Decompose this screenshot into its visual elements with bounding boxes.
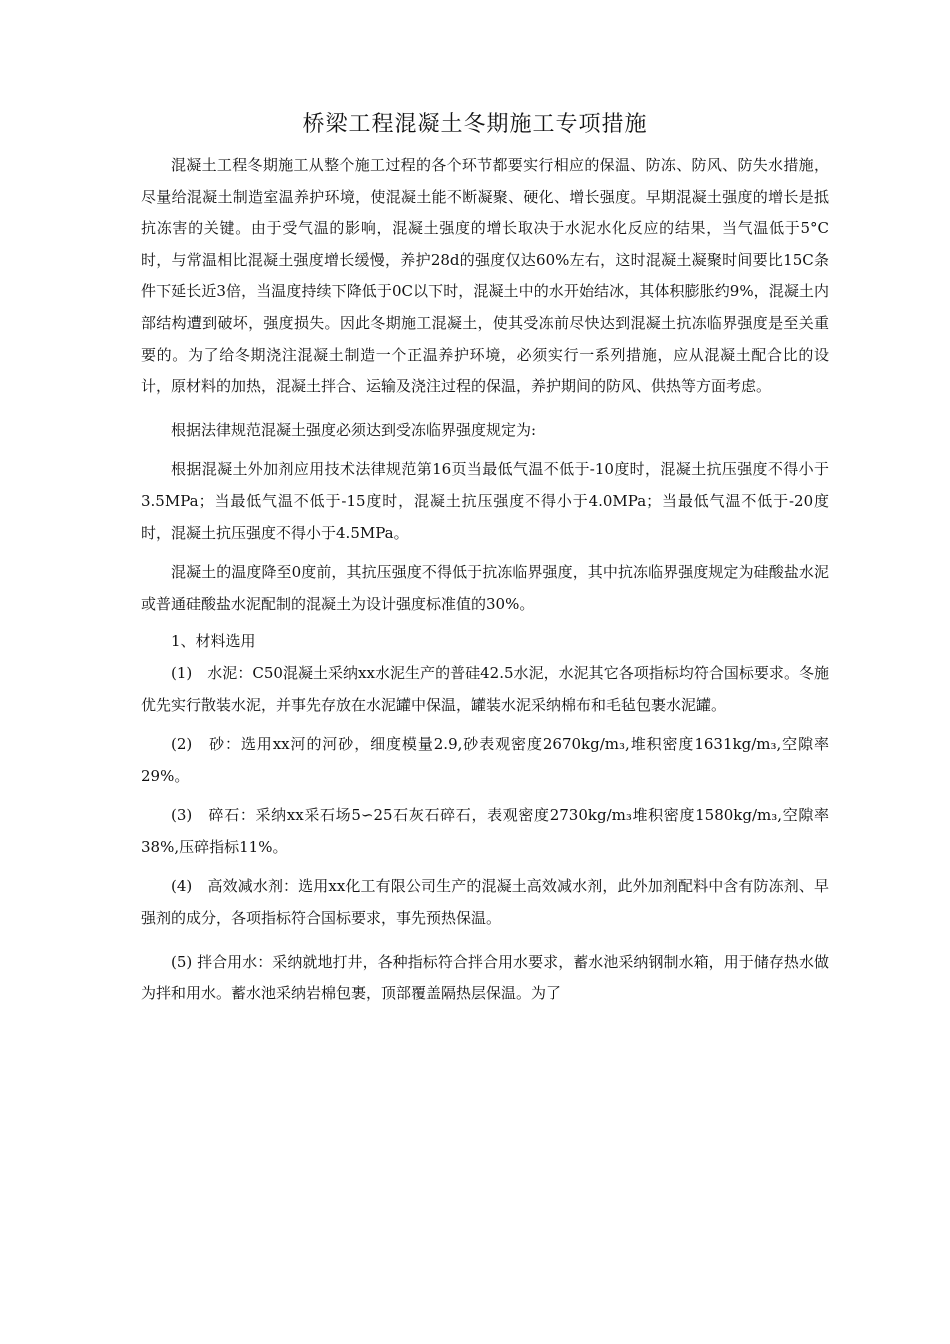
document-title: 桥梁工程混凝土冬期施工专项措施 [302, 112, 648, 137]
paragraph-sand: (2) 砂：选用xx河的河砂，细度模量2.9,砂表观密度2670kg/m₃,堆积密度1631kg/m₃,空隙率29%。 [141, 735, 829, 785]
paragraph-regulation-detail: 根据混凝土外加剂应用技术法律规范第16页当最低气温不低于-10度时，混凝土抗压强度不得小于3.5MPa；当最低气温不低于-15度时，混凝土抗压强度不得小于4.0MPa；当最低气温不低于-20度时，混凝土抗压强度不得小于4.5MPa。 [141, 460, 829, 542]
paragraph-critical-strength: 混凝土的温度降至0度前，其抗压强度不得低于抗冻临界强度，其中抗冻临界强度规定为硅酸盐水泥或普通硅酸盐水泥配制的混凝土为设计强度标准值的30%。 [141, 563, 829, 613]
paragraph-gravel: (3) 碎石：采纳xx采石场5∽25石灰石碎石，表观密度2730kg/m₃堆积密度1580kg/m₃,空隙率38%,压碎指标11%。 [141, 806, 829, 856]
paragraph-cement: (1) 水泥：C50混凝土采纳xx水泥生产的普硅42.5水泥，水泥其它各项指标均符合国标要求。冬施优先实行散装水泥，并事先存放在水泥罐中保温，罐装水泥采纳棉布和毛毡包裹水泥罐。 [141, 663, 829, 714]
paragraph-regulation-lead: 根据法律规范混凝土强度必须达到受冻临界强度规定为: [171, 420, 537, 439]
document-body [141, 150, 829, 1010]
paragraph-intro: 混凝土工程冬期施工从整个施工过程的各个环节都要实行相应的保温、防冻、防风、防失水措施，尽量给混凝土制造室温养护环境，使混凝土能不断凝聚、硬化、增长强度。早期混凝土强度的增长是抵抗冻害的关键。由于受气温的影响，混凝土强度的增长取决于水泥水化反应的结果，当气温低于5°C时，与常温相比混凝土强度增长缓慢，养护28d的强度仅达60%左右，这时混凝土凝聚时间要比15C条件下延长近3倍，当温度持续下降低于0C以下时，混凝土中的水开始结冰，其体积膨胀约9%，混凝土内部结构遭到破坏，强度损失。因此冬期施工混凝土，使其受冻前尽快达到混凝土抗冻临界强度是至关重要的。为了给冬期浇注混凝土制造一个正温养护环境，必须实行一系列措施，应从混凝土配合比的设计，原材料的加热，混凝土拌合、运输及浇注过程的保温，养护期间的防风、供热等方面考虑。 [141, 156, 829, 396]
paragraph-mixing-water: (5) 拌合用水：采纳就地打井，各种指标符合拌合用水要求，蓄水池采纳钢制水箱，用于储存热水做为拌和用水。蓄水池采纳岩棉包裹，顶部覆盖隔热层保温。为了 [141, 952, 829, 1003]
section-heading-materials: 1、材料选用 [171, 632, 256, 651]
paragraph-water-reducer: (4) 高效减水剂：选用xx化工有限公司生产的混凝土高效减水剂，此外加剂配料中含有防冻剂、早强剂的成分，各项指标符合国标要求，事先预热保温。 [141, 877, 829, 928]
